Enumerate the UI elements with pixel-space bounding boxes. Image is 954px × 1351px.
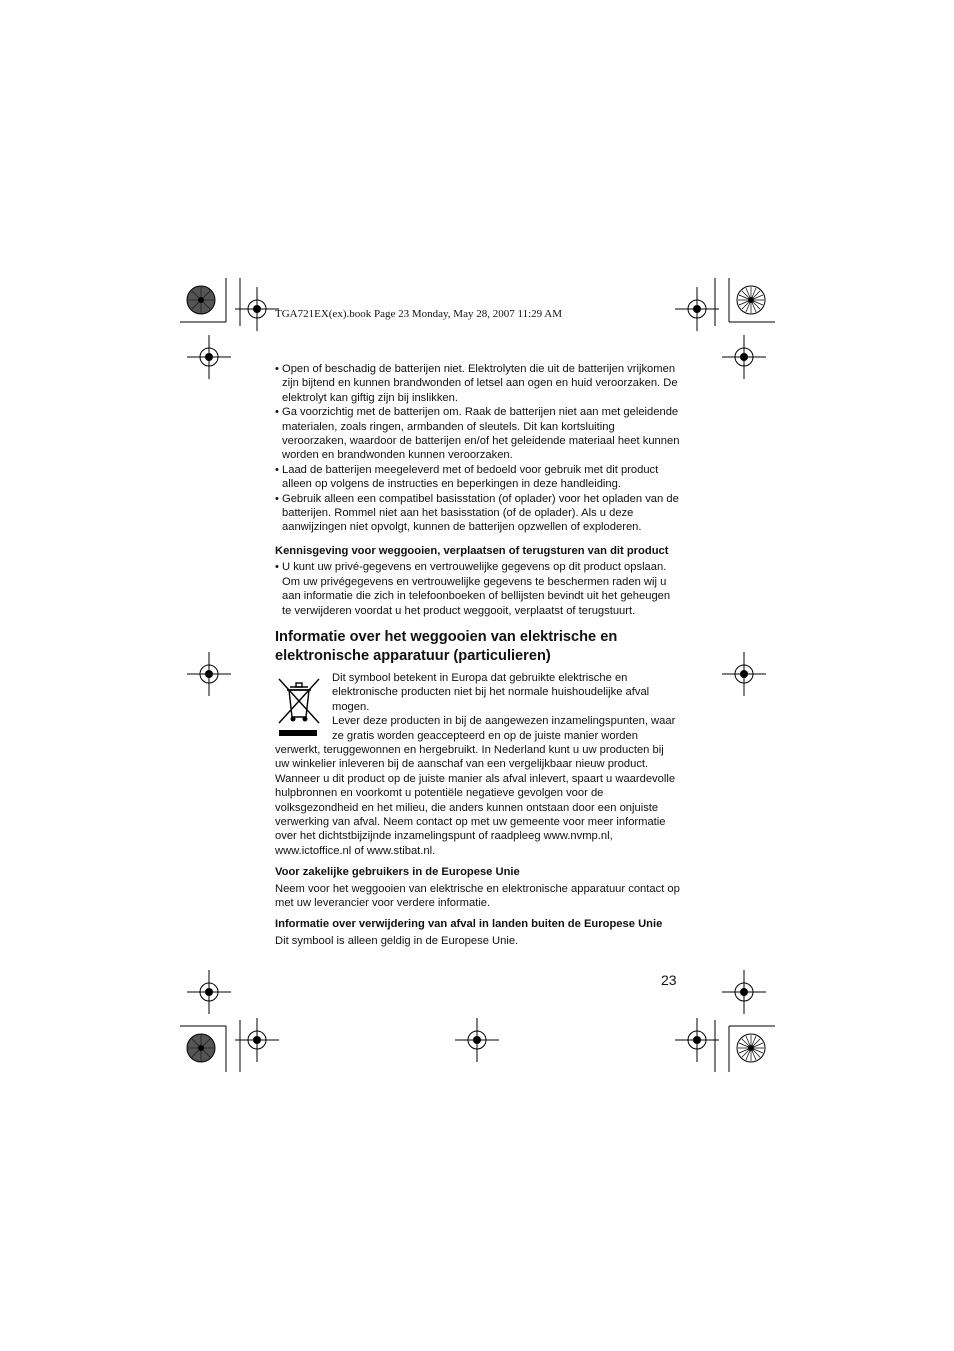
battery-bullet-4 — [275, 492, 680, 535]
bullet-text: U kunt uw privé-gegevens en vertrouwelijke gegevens op dit product opslaan. Om uw privégegevens en vertrouwelijke gegevens te beschermen raden wij u aan informatie die zich in telefoonboeken of bellijsten bevindt uit het geheugen te verwijderen voordat u het product weggooit, verplaatst of terugstuurt. — [282, 561, 671, 617]
notice-heading: Kennisgeving voor weggooien, verplaatsen of terugsturen van dit product — [275, 544, 669, 557]
outside-eu-heading: Informatie over verwijdering van afval in landen buiten de Europese Unie — [275, 918, 663, 931]
bullet-text: Open of beschadig de batterijen niet. Elektrolyten die uit de batterijen vrijkomen zijn bijtend en kunnen brandwonden of letsel aan ogen en huid veroorzaken. De elektrolyt kan giftig zijn bij inslikken. — [282, 363, 678, 404]
disposal-paragraph-1: Dit symbool betekent in Europa dat gebruikte elektrische en elektronische producten niet bij het normale huishoudelijke afval mogen. — [332, 671, 650, 713]
outside-eu-text: Dit symbool is alleen geldig in de Europese Unie. — [275, 934, 519, 947]
business-heading: Voor zakelijke gebruikers in de Europese Unie — [275, 866, 520, 879]
bullet-marker: • — [275, 363, 279, 375]
battery-bullet-3 — [275, 463, 680, 492]
bullet-text: Ga voorzichtig met de batterijen om. Raak de batterijen niet aan met geleidende materialen, zoals ringen, armbanden of sleutels. Dit kan kortsluiting veroorzaken, waardoor de batterijen en/of het geleidende materiaal heet kunnen worden en brandwonden kunnen veroorzaken. — [282, 406, 680, 462]
disposal-section — [275, 671, 680, 858]
battery-bullet-1 — [275, 362, 680, 405]
bullet-marker: • — [275, 492, 279, 505]
book-info-header: TGA721EX(ex).book Page 23 Monday, May 28, 2007 11:29 AM — [275, 308, 562, 320]
notice-bullet — [275, 560, 680, 618]
disposal-paragraph-2: Lever deze producten in bij de aangewezen inzamelingspunten, waar ze gratis worden geaccepteerd en op de juiste manier worden verwerkt, teruggewonnen en hergebruikt. In Nederland kunt u uw producten bij uw winkelier inleveren bij de aanschaf van een vergelijkbaar nieuw product. Wanneer u dit product op de juiste manier als afval inlevert, spaart u waardevolle hulpbronnen en voorkomt u potentiële negatieve gevolgen voor de volksgezondheid en het milieu, die anders kunnen ontstaan door een onjuiste verwerking van afval. Neem contact op met uw gemeente voor meer informatie over het dichtstbijzijnde inzamelingspunt of raadpleeg www.nvmp.nl, www.ictoffice.nl of www.stibat.nl. — [275, 715, 676, 857]
bullet-marker: • — [275, 561, 279, 574]
disposal-heading: Informatie over het weggooien van elektrische en elektronische apparatuur (particulieren) — [275, 628, 618, 664]
battery-bullet-2 — [275, 405, 680, 463]
bullet-text: Gebruik alleen een compatibel basisstation (of oplader) voor het opladen van de batterijen. Rommel niet aan het basisstation (of de oplader). Als u deze aanwijzingen niet opvolgt, kunnen de batterijen opzwellen of exploderen. — [282, 492, 679, 534]
business-text: Neem voor het weggooien van elektrische en elektronische apparatuur contact op met uw leverancier voor verdere informatie. — [275, 882, 680, 909]
bullet-text: Laad de batterijen meegeleverd met of bedoeld voor gebruik met dit product alleen op volgens de instructies en beperkingen in deze handleiding. — [282, 463, 659, 491]
bullet-marker: • — [275, 406, 279, 419]
page-content — [275, 362, 680, 948]
bullet-marker: • — [275, 463, 279, 476]
page-number: 23 — [661, 972, 677, 988]
crossed-out-wheelie-bin-icon — [277, 677, 321, 743]
